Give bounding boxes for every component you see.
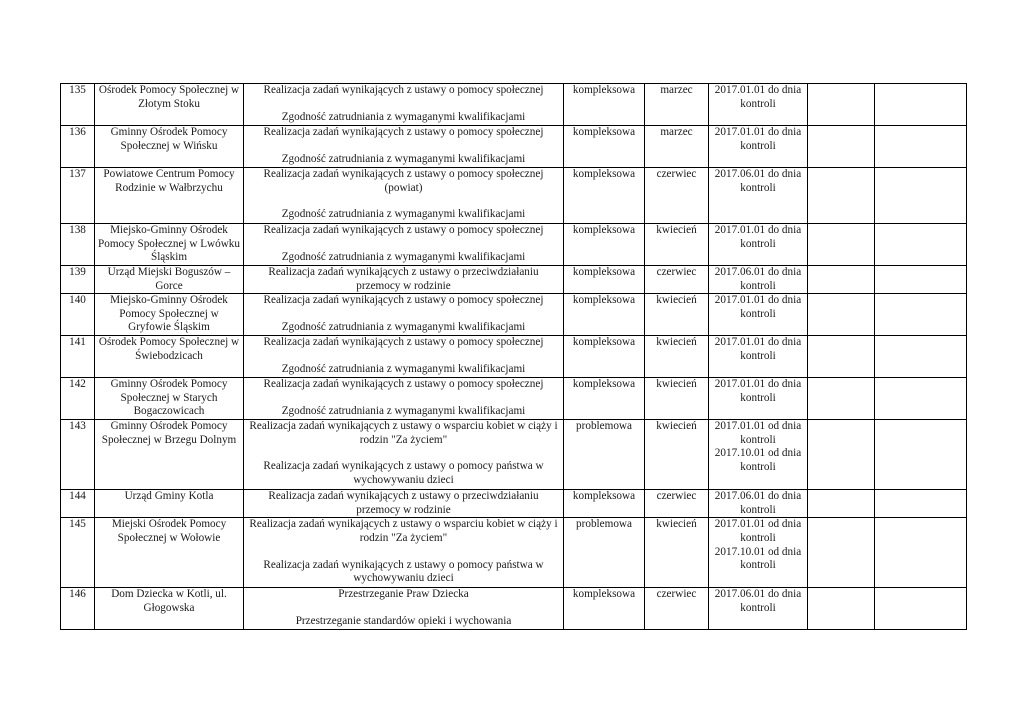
topic (244, 420, 564, 490)
inspection-type: kompleksowa (564, 266, 645, 294)
period (709, 84, 808, 126)
inspection-type: kompleksowa (564, 336, 645, 378)
period-line: 2017.01.01 do dnia kontroli (714, 336, 802, 362)
topic-line-2: Zgodność zatrudniania z wymaganymi kwalifikacjami (281, 362, 526, 375)
topic-line: Realizacja zadań wynikających z ustawy o wsparciu kobiet w ciąży i rodzin "Za życiem" (249, 518, 558, 544)
entity-name: Dom Dziecka w Kotli, ul. Głogowska (95, 588, 244, 630)
row-number: 144 (61, 490, 95, 518)
topic (244, 378, 564, 420)
period (709, 224, 808, 266)
row-number: 138 (61, 224, 95, 266)
entity-name: Miejsko-Gminny Ośrodek Pomocy Społecznej w Gryfowie Śląskim (95, 294, 244, 336)
period-line: 2017.01.01 do dnia kontroli (714, 84, 802, 110)
inspection-type: kompleksowa (564, 168, 645, 224)
table-row (61, 266, 967, 294)
topic-line: Realizacja zadań wynikających z ustawy o pomocy społecznej (powiat) (263, 168, 544, 194)
topic (244, 266, 564, 294)
topic (244, 518, 564, 588)
month: czerwiec (645, 588, 709, 630)
topic (244, 336, 564, 378)
inspection-type: problemowa (564, 518, 645, 588)
entity-name: Urząd Miejski Boguszów – Gorce (95, 266, 244, 294)
period-line: 2017.06.01 do dnia kontroli (714, 490, 802, 516)
table-row (61, 126, 967, 168)
row-number: 140 (61, 294, 95, 336)
empty-cell (875, 378, 967, 420)
table-row (61, 224, 967, 266)
empty-cell (808, 126, 875, 168)
topic-line-2: Przestrzeganie standardów opieki i wychowania (295, 614, 512, 627)
entity-name: Ośrodek Pomocy Społecznej w Złotym Stoku (95, 84, 244, 126)
entity-name: Miejsko-Gminny Ośrodek Pomocy Społecznej w Lwówku Śląskim (95, 224, 244, 266)
topic-line-2: Realizacja zadań wynikających z ustawy o pomocy państwa w wychowywaniu dzieci (263, 558, 544, 585)
table-row (61, 378, 967, 420)
topic-line-2: Zgodność zatrudniania z wymaganymi kwalifikacjami (281, 208, 526, 221)
empty-cell (808, 378, 875, 420)
month: czerwiec (645, 490, 709, 518)
topic-line-2: Zgodność zatrudniania z wymaganymi kwalifikacjami (281, 110, 526, 123)
table-row (61, 490, 967, 518)
topic-line-2: Realizacja zadań wynikających z ustawy o pomocy państwa w wychowywaniu dzieci (263, 460, 544, 486)
empty-cell (875, 420, 967, 490)
empty-cell (875, 84, 967, 126)
month: kwiecień (645, 294, 709, 336)
topic-line-2: Zgodność zatrudniania z wymaganymi kwalifikacjami (281, 152, 526, 165)
table-row (61, 518, 967, 588)
entity-name: Urząd Gminy Kotla (95, 490, 244, 518)
period (709, 168, 808, 224)
topic (244, 168, 564, 224)
inspection-type: kompleksowa (564, 224, 645, 266)
row-number: 145 (61, 518, 95, 588)
entity-name: Ośrodek Pomocy Społecznej w Świebodzicach (95, 336, 244, 378)
empty-cell (875, 224, 967, 266)
period-line: 2017.01.01 do dnia kontroli (714, 224, 802, 250)
month: kwiecień (645, 336, 709, 378)
row-number: 139 (61, 266, 95, 294)
period (709, 588, 808, 630)
table-row (61, 168, 967, 224)
period-line: 2017.06.01 do dnia kontroli (714, 168, 802, 194)
entity-name: Gminny Ośrodek Pomocy Społecznej w Wińsku (95, 126, 244, 168)
topic-line-2: Zgodność zatrudniania z wymaganymi kwalifikacjami (281, 250, 526, 263)
entity-name: Gminny Ośrodek Pomocy Społecznej w Brzegu Dolnym (95, 420, 244, 490)
empty-cell (808, 518, 875, 588)
empty-cell (808, 420, 875, 490)
period-line: 2017.01.01 od dnia kontroli (714, 518, 802, 544)
topic-line: Realizacja zadań wynikających z ustawy o pomocy społecznej (263, 336, 544, 349)
topic-line: Realizacja zadań wynikających z ustawy o pomocy społecznej (263, 126, 544, 138)
period-line: 2017.01.01 do dnia kontroli (714, 378, 802, 404)
topic (244, 294, 564, 336)
topic (244, 84, 564, 126)
month: czerwiec (645, 168, 709, 224)
row-number: 143 (61, 420, 95, 490)
topic-line: Realizacja zadań wynikających z ustawy o pomocy społecznej (263, 84, 544, 96)
topic (244, 126, 564, 168)
row-number: 146 (61, 588, 95, 630)
inspection-plan-table (60, 83, 967, 630)
empty-cell (808, 588, 875, 630)
period-line: 2017.01.01 do dnia kontroli (714, 126, 802, 152)
topic (244, 490, 564, 518)
inspection-type: kompleksowa (564, 126, 645, 168)
inspection-type: kompleksowa (564, 84, 645, 126)
inspection-type: kompleksowa (564, 490, 645, 518)
empty-cell (808, 168, 875, 224)
period (709, 378, 808, 420)
empty-cell (808, 490, 875, 518)
topic-line: Realizacja zadań wynikających z ustawy o przeciwdziałaniu przemocy w rodzinie (268, 490, 539, 516)
empty-cell (808, 294, 875, 336)
month: kwiecień (645, 420, 709, 490)
entity-name: Gminny Ośrodek Pomocy Społecznej w Starych Bogaczowicach (95, 378, 244, 420)
period-line-2: 2017.10.01 od dnia kontroli (714, 447, 802, 473)
inspection-type: kompleksowa (564, 378, 645, 420)
period-line: 2017.06.01 do dnia kontroli (714, 588, 802, 614)
topic-line: Realizacja zadań wynikających z ustawy o pomocy społecznej (263, 224, 544, 236)
empty-cell (875, 490, 967, 518)
month: czerwiec (645, 266, 709, 294)
row-number: 141 (61, 336, 95, 378)
row-number: 136 (61, 126, 95, 168)
entity-name: Powiatowe Centrum Pomocy Rodzinie w Wałbrzychu (95, 168, 244, 224)
period-line: 2017.06.01 do dnia kontroli (714, 266, 802, 292)
inspection-type: kompleksowa (564, 294, 645, 336)
empty-cell (875, 126, 967, 168)
empty-cell (808, 224, 875, 266)
empty-cell (875, 518, 967, 588)
period-line: 2017.01.01 od dnia kontroli (714, 420, 802, 446)
entity-name: Miejski Ośrodek Pomocy Społecznej w Wołowie (95, 518, 244, 588)
period-line: 2017.01.01 do dnia kontroli (714, 294, 802, 320)
period (709, 490, 808, 518)
table-row (61, 294, 967, 336)
period-line-2: 2017.10.01 od dnia kontroli (714, 545, 802, 572)
empty-cell (808, 336, 875, 378)
period (709, 518, 808, 588)
period (709, 126, 808, 168)
topic-line: Realizacja zadań wynikających z ustawy o wsparciu kobiet w ciąży i rodzin "Za życiem" (249, 420, 558, 446)
period (709, 420, 808, 490)
empty-cell (875, 168, 967, 224)
empty-cell (875, 266, 967, 294)
topic-line: Realizacja zadań wynikających z ustawy o przeciwdziałaniu przemocy w rodzinie (268, 266, 539, 292)
table-row (61, 84, 967, 126)
month: marzec (645, 126, 709, 168)
table-row (61, 420, 967, 490)
topic-line: Realizacja zadań wynikających z ustawy o pomocy społecznej (263, 378, 544, 391)
row-number: 135 (61, 84, 95, 126)
topic (244, 224, 564, 266)
month: kwiecień (645, 518, 709, 588)
empty-cell (875, 294, 967, 336)
topic-line: Realizacja zadań wynikających z ustawy o pomocy społecznej (263, 294, 544, 307)
inspection-type: kompleksowa (564, 588, 645, 630)
table-row (61, 588, 967, 630)
table-row (61, 336, 967, 378)
month: kwiecień (645, 224, 709, 266)
period (709, 266, 808, 294)
empty-cell (875, 336, 967, 378)
topic-line-2: Zgodność zatrudniania z wymaganymi kwalifikacjami (281, 320, 526, 333)
month: kwiecień (645, 378, 709, 420)
month: marzec (645, 84, 709, 126)
row-number: 137 (61, 168, 95, 224)
period (709, 336, 808, 378)
empty-cell (808, 84, 875, 126)
row-number: 142 (61, 378, 95, 420)
period (709, 294, 808, 336)
empty-cell (808, 266, 875, 294)
topic (244, 588, 564, 630)
topic-line: Przestrzeganie Praw Dziecka (338, 588, 469, 601)
inspection-type: problemowa (564, 420, 645, 490)
topic-line-2: Zgodność zatrudniania z wymaganymi kwalifikacjami (281, 404, 526, 417)
empty-cell (875, 588, 967, 630)
